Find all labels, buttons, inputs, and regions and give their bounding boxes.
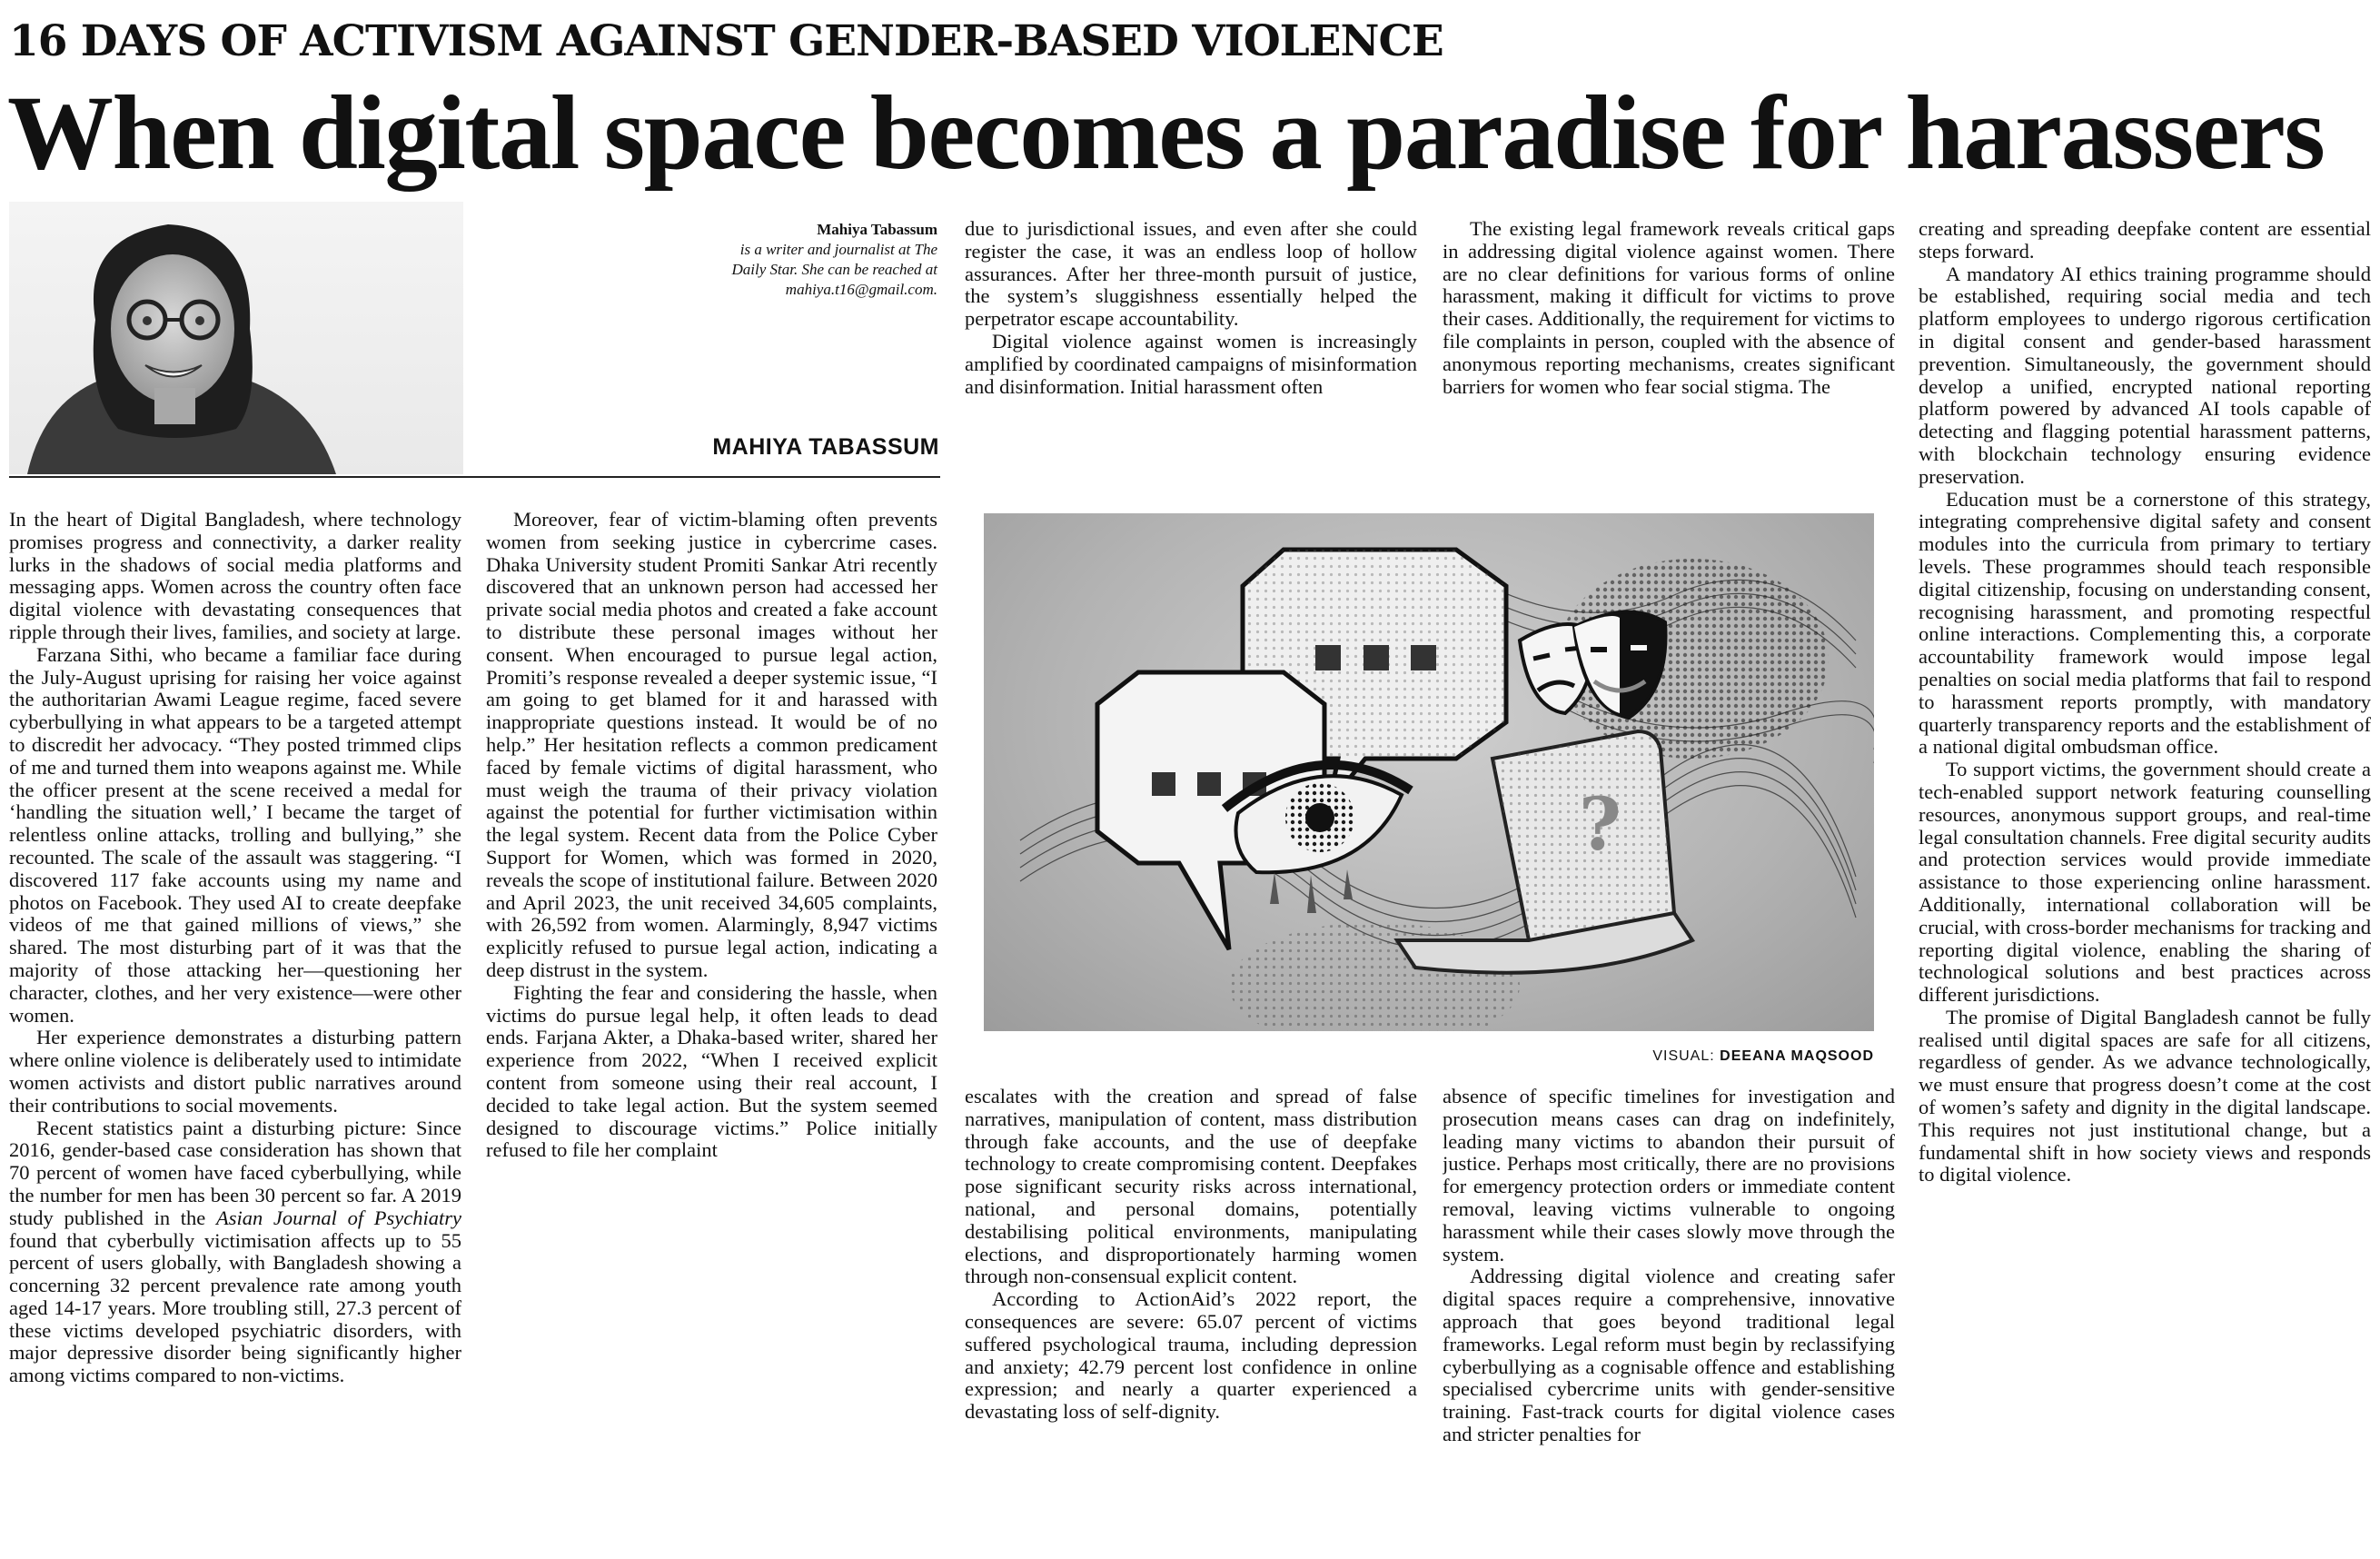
- paragraph-intro: In the heart of Digital Bangladesh, where technology promises progress and connectivity, a darker reality lurks in the shadows of social media platforms and messaging apps. Women across the country often face digital violence with devastating consequences that ripple through their lives, families, and society at large.: [9, 509, 461, 643]
- paragraph-legal-framework: The existing legal framework reveals critical gaps in addressing digital violence against women. There are no clear definitions for various forms of online harassment, making it difficult for victims to prove their cases. Additionally, the requirement for victims to file complaints in person, coupled with the absence of anonymous reporting mechanisms, creates significant barriers for women who fear social stigma. The: [1443, 218, 1895, 398]
- author-email: mahiya.t16@gmail.com.: [785, 281, 937, 298]
- paragraph-timelines: absence of specific timelines for investigation and prosecution means cases can drag on indefinitely, leading many victims to abandon their pursuit of justice. Perhaps most critically, there are no provisions for emergency protection orders or immediate content removal, leaving victims vulnerable to ongoing harassment while their cases slowly move through the system.: [1443, 1086, 1895, 1266]
- article-illustration: [984, 513, 1874, 1031]
- paragraph-actionaid: According to ActionAid’s 2022 report, the consequences are severe: 65.07 percent of victims suffered psychological trauma, including depression and anxiety; 42.79 percent lost confidence in online expression; and nearly a quarter experienced a devastating loss of self-dignity.: [965, 1287, 1417, 1424]
- paragraph-farzana: Farzana Sithi, who became a familiar face during the July-August uprising for raising her voice against the authoritarian Awami League regime, faced severe cyberbullying in what appears to be a targeted attempt to discredit her advocacy. “They posted trimmed clips of me and turned them into weapons against me. While the officer present at the scene received a medal for ‘handling the situation well,’ I became the target of relentless online attacks, trolling and bullying,” she recounted. The scale of the assault was staggering. “I discovered 117 fake accounts using my name and photos on Facebook. They used AI to create deepfake videos of me that gained millions of views,” she shared. The most disturbing part of it was that the majority of those attacking her—questioning her character, clothes, and her very existence—were other women.: [9, 642, 461, 1027]
- illustration-art: [984, 513, 1874, 1031]
- paragraph-pattern: Her experience demonstrates a disturbing pattern where online violence is deliberately used to intimidate women activists and distort public narratives around their contributions to social movements.: [9, 1026, 461, 1117]
- paragraph-campaigns: Digital violence against women is increasingly amplified by coordinated campaigns of misinformation and disinformation. Initial harassment often: [965, 329, 1417, 398]
- author-photo: [9, 202, 463, 474]
- paragraph-statistics: [9, 1117, 461, 1388]
- article-column-5: [1919, 218, 2371, 1554]
- paragraph-ai-ethics: A mandatory AI ethics training programme should be established, requiring social media and tech platform employees to undergo rigorous certification in digital consent and gender-based harassment prevention. Simultaneously, the government should develop a unified, encrypted national reporting platform powered by advanced AI tools capable of detecting and flagging potential harassment patterns, with blockchain technology ensuring evidence preservation.: [1919, 262, 2371, 488]
- article-column-3-top: [965, 218, 1417, 507]
- byline: MAHIYA TABASSUM: [712, 434, 939, 460]
- paragraph-conclusion: The promise of Digital Bangladesh cannot be fully realised until digital spaces are safe for all citizens, regardless of gender. As we advance technologically, we must ensure that progress doesn’t come at the cost of women’s safety and dignity in the digital landscape. This requires not just institutional change, but a fundamental shift in how society views and responds to digital violence.: [1919, 1005, 2371, 1187]
- credit-name: DEEANA MAQSOOD: [1720, 1048, 1874, 1064]
- paragraph-deepfake-penalties: creating and spreading deepfake content are essential steps forward.: [1919, 218, 2371, 263]
- article-column-1: [9, 509, 461, 1554]
- headline: When digital space becomes a paradise for harassers: [7, 74, 2325, 192]
- article-column-4-bottom: [1443, 1086, 1895, 1554]
- author-name: Mahiya Tabassum: [817, 221, 937, 238]
- paragraph-education: Education must be a cornerstone of this strategy, integrating comprehensive digital safety and consent modules into the curricula from primary to tertiary levels. These programmes should teach responsible digital citizenship, focusing on understanding consent, recognising harassment, and promoting respectful online interactions. Complementing this, a corporate accountability framework would impose legal penalties on social media platforms that fail to respond to harassment reports promptly, with mandatory quarterly transparency reports and the establishment of a national digital ombudsman office.: [1919, 487, 2371, 759]
- journal-title: Asian Journal of Psychiatry: [215, 1206, 461, 1229]
- credit-label: VISUAL:: [1652, 1048, 1715, 1064]
- author-note: [491, 220, 937, 300]
- paragraph-support-victims: To support victims, the government should create a tech-enabled support network featuring counselling resources, anonymous support groups, and real-time legal consultation channels. Free digital security audits and protection services would provide immediate assistance to those experiencing online harassment. Additionally, international collaboration will be crucial, with cross-border mechanisms for tracking and reporting digital violence, enabling the sharing of technological solutions and best practices across different jurisdictions.: [1919, 758, 2371, 1007]
- article-column-4-top: [1443, 218, 1895, 507]
- paragraph-jurisdiction: due to jurisdictional issues, and even after she could register the case, it was an endless loop of hollow assurances. After her three-month pursuit of justice, the system’s sluggishness essentially helped the perpetrator escape accountability.: [965, 218, 1417, 331]
- illustration-credit: [984, 1048, 1874, 1065]
- author-bio-line1: is a writer and journalist at The: [739, 241, 937, 258]
- paragraph-deepfakes: escalates with the creation and spread of false narratives, manipulation of content, mass distribution through fake accounts, and the use of deepfake technology to create compromising content. Deepfakes pose significant security risks across international, national, and personal domains, potentially destabilising political environments, manipulating elections, and disproportionately harming women through non-consensual explicit content.: [965, 1086, 1417, 1288]
- stats-text-b: found that cyberbully victimisation affects up to 55 percent of users globally, with Bangladesh showing a concerning 32 percent prevalence rate among youth aged 14-17 years. More troubling still, 27.3 percent of these victims developed psychiatric disorders, with major depressive disorder being significantly higher among victims compared to non-victims.: [9, 1228, 461, 1387]
- paragraph-reform: Addressing digital violence and creating safer digital spaces require a comprehensive, innovative approach that goes beyond traditional legal frameworks. Legal reform must begin by reclassifying cyberbullying as a cognisable offence and establishing specialised cybercrime units with gender-sensitive training. Fast-track courts for digital violence cases and stricter penalties for: [1443, 1265, 1895, 1445]
- paragraph-legal-help: Fighting the fear and considering the hassle, when victims do pursue legal help, it often leads to dead ends. Farjana Akter, a Dhaka-based writer, shared her experience from 2022, “When I received explicit content from someone using their real account, I decided to take legal action. But the system seemed designed to discourage victims.” Police initially refused to file her complaint: [486, 980, 937, 1162]
- section-kicker: 16 DAYS OF ACTIVISM AGAINST GENDER-BASED VIOLENCE: [9, 16, 1443, 66]
- byline-divider: [9, 476, 940, 478]
- question-mark-icon: ?: [1579, 781, 1621, 867]
- stats-text-a: Recent statistics paint a disturbing picture: Since 2016, gender-based case consideration has shown that 70 percent of women have faced cyberbullying, while the number for men has been 30 percent so far. A 2019 study published in the: [9, 1116, 461, 1229]
- article-column-2: [486, 509, 937, 1554]
- article-column-3-bottom: [965, 1086, 1417, 1554]
- author-bio-line2: Daily Star. She can be reached at: [731, 261, 937, 278]
- paragraph-victim-blaming: Moreover, fear of victim-blaming often prevents women from seeking justice in cybercrime cases. Dhaka University student Promiti Sankar Atri recently discovered that an unknown person had accessed her private social media photos and created a fake account to distribute these personal images without her consent. When encouraged to pursue legal action, Promiti’s response revealed a deeper systemic issue, “I am going to get blamed for it and harassed with inappropriate questions instead. It would be of no help.” Her hesitation reflects a common predicament faced by female victims of digital harassment, who must weigh the trauma of their privacy violation against the potential for further victimisation within the legal system. Recent data from the Police Cyber Support for Women, which was formed in 2020, reveals the scope of institutional failure. Between 2020 and April 2023, the unit received 34,605 complaints, with 26,592 from women. Alarmingly, 8,947 victims explicitly refused to pursue legal action, indicating a deep distrust in the system.: [486, 509, 937, 981]
- portrait-illustration: [9, 202, 463, 474]
